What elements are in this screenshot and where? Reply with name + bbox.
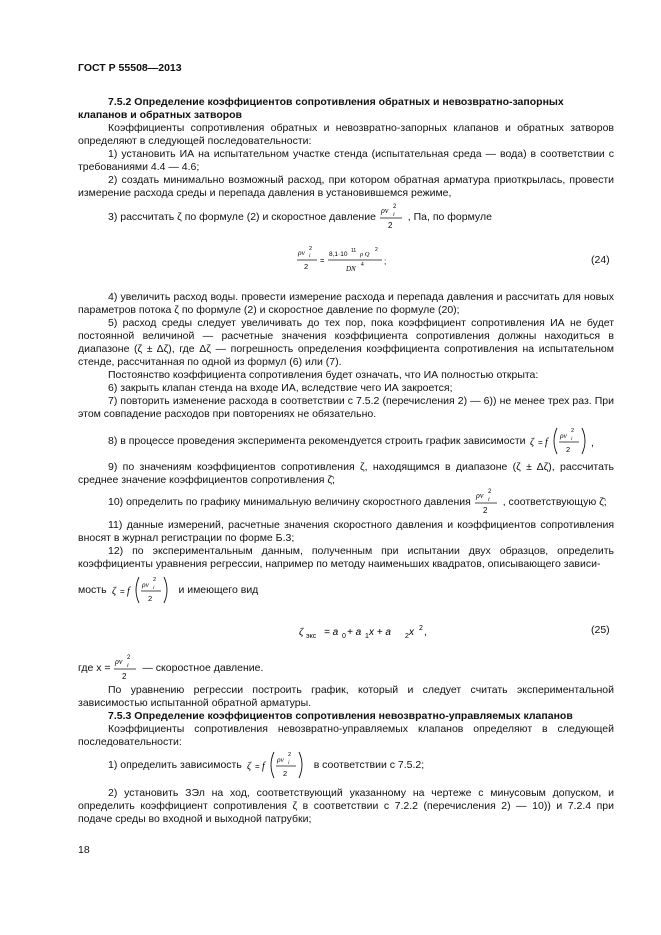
svg-text:i: i bbox=[571, 436, 573, 442]
svg-text:ζ: ζ bbox=[299, 627, 304, 638]
svg-text:2: 2 bbox=[392, 204, 397, 210]
svg-text:ρv: ρv bbox=[475, 491, 484, 500]
step-8 bbox=[108, 424, 604, 458]
svg-text:i: i bbox=[127, 663, 130, 669]
equation-25 bbox=[297, 622, 437, 646]
svg-text:i: i bbox=[287, 760, 290, 766]
svg-text:2: 2 bbox=[152, 577, 156, 583]
step-753-2: 2) установить ЗЭл на ход, соответствующий указанному на чертеже с минусовым допуском, и определить коэффициент сопротивления ζ в соответствии с 7.2.2 (перечисления 2) — 10)) и 7.2.4 при подаче среды во входной и выходной патрубки; bbox=[78, 787, 614, 825]
svg-text:2: 2 bbox=[566, 445, 571, 454]
svg-text:;: ; bbox=[384, 257, 387, 266]
svg-text:2: 2 bbox=[487, 489, 492, 495]
svg-text:=: = bbox=[538, 438, 544, 447]
velocity-pressure-fraction-x bbox=[113, 653, 139, 683]
where-x-text: где x = bbox=[78, 661, 111, 674]
svg-text:ρv: ρv bbox=[115, 657, 123, 666]
svg-text:,: , bbox=[591, 438, 595, 449]
step-12-word: мость bbox=[78, 583, 107, 596]
svg-text:i: i bbox=[152, 585, 155, 591]
svg-text:=: = bbox=[320, 256, 325, 265]
svg-text:i: i bbox=[487, 497, 490, 503]
svg-text:2: 2 bbox=[375, 247, 378, 253]
section-heading-7-5-2: 7.5.2 Определение коэффициентов сопротивления обратных и невозвратно-запорных bbox=[108, 96, 564, 108]
equation-24 bbox=[296, 243, 406, 281]
step-4: 4) увеличить расход воды. провести измерение расхода и перепада давления и рассчитать для новых параметров потока ζ по формуле (2) и скоростное давление по формуле (20); bbox=[78, 291, 614, 316]
paragraph-intro: Коэффициенты сопротивления обратных и невозвратно-запорных клапанов и обратных затворов определяют в следующей последовательности: bbox=[78, 122, 614, 147]
svg-text:2: 2 bbox=[304, 262, 309, 271]
step-8-text: 8) в процессе проведения эксперимента рекомендуется строить график зависимости bbox=[108, 434, 526, 447]
step-753-1-end: в соответствии с 7.5.2; bbox=[313, 758, 425, 771]
paragraph-7-5-3-intro: Коэффициенты сопротивления невозвратно-управляемых клапанов определяют в следующей последовательности: bbox=[78, 723, 614, 748]
svg-text:2: 2 bbox=[309, 246, 313, 252]
svg-text:2: 2 bbox=[387, 221, 393, 230]
svg-text:2: 2 bbox=[419, 625, 423, 632]
svg-text:ρv: ρv bbox=[141, 580, 149, 589]
velocity-pressure-fraction-10 bbox=[474, 487, 500, 517]
velocity-pressure-fraction bbox=[379, 202, 405, 232]
svg-text:= a: = a bbox=[324, 627, 339, 638]
paragraph-constancy: Постоянство коэффициента сопротивления будет означать, что ИА полностью открыта: bbox=[108, 369, 539, 381]
where-x-end: — скоростное давление. bbox=[142, 661, 264, 674]
svg-text:x + a: x + a bbox=[369, 627, 391, 638]
step-6: 6) закрыть клапан стенда на входе ИА, вследствие чего ИА закроется; bbox=[108, 382, 453, 394]
step-12: 12) по экспериментальным данным, полученным при испытании двух образцов, определить коэффициенты уравнения регрессии, например по методу наименьших квадратов, описывающего зависи- bbox=[78, 545, 614, 570]
step-3 bbox=[108, 202, 492, 232]
svg-text:ρv: ρv bbox=[298, 248, 305, 257]
equation-25-number: (25) bbox=[591, 624, 610, 636]
svg-text:=: = bbox=[119, 587, 125, 596]
svg-text:2: 2 bbox=[282, 769, 287, 778]
zeta-function-formula-753 bbox=[245, 748, 311, 782]
step-5: 5) расход среды следует увеличивать до тех пор, пока коэффициент сопротивления ИА не будет постоянной величиной — расчетные значения коэффициента сопротивления должны находиться в диапазоне (ζ ± Δζ), где Δζ — погрешность определения коэффициента сопротивления на испытательном стенде, рассчитанная по одной из формул (6) или (7). bbox=[78, 317, 614, 368]
svg-text:2: 2 bbox=[147, 594, 152, 603]
svg-text:f: f bbox=[261, 761, 265, 772]
svg-text:f: f bbox=[126, 586, 130, 597]
svg-text:ζ: ζ bbox=[111, 586, 116, 597]
svg-text:8,1·10: 8,1·10 bbox=[329, 251, 348, 258]
svg-text:0: 0 bbox=[342, 633, 346, 640]
document-header: ГОСТ Р 55508—2013 bbox=[78, 62, 182, 74]
equation-24-number: (24) bbox=[591, 254, 610, 266]
step-3-text-end: , Па, по формуле bbox=[407, 210, 492, 223]
equation-24-svg bbox=[296, 243, 406, 277]
svg-text:+ a: + a bbox=[347, 627, 362, 638]
svg-text:ρv: ρv bbox=[560, 431, 568, 440]
svg-text:экс: экс bbox=[306, 633, 317, 640]
svg-text:2: 2 bbox=[482, 506, 488, 515]
svg-text:ρv: ρv bbox=[276, 755, 284, 764]
step-10-text-end: , соответствующую ζ̄; bbox=[502, 495, 607, 508]
svg-text:2: 2 bbox=[122, 672, 127, 681]
step-9: 9) по значениям коэффициентов сопротивления ζ, находящимся в диапазоне (ζ ± Δζ), рассчитать среднее значение коэффициентов сопротивления ζ̄; bbox=[78, 461, 614, 486]
step-7: 7) повторить изменение расхода в соответствии с 7.5.2 (перечисления 2) — 6)) не менее трех раз. При этом совпадение расходов при повторениях не обязательно. bbox=[78, 395, 614, 420]
page-number: 18 bbox=[78, 844, 90, 856]
step-11: 11) данные измерений, расчетные значения скоростного давления и коэффициентов сопротивления вносят в журнал регистрации по форме Б.3; bbox=[78, 519, 614, 544]
step-753-1-text: 1) определить зависимость bbox=[108, 758, 242, 771]
svg-text:4: 4 bbox=[361, 262, 364, 268]
svg-text:ρ Q: ρ Q bbox=[360, 251, 370, 258]
svg-text:f: f bbox=[545, 437, 549, 448]
where-x-line bbox=[78, 653, 263, 683]
svg-text:x: x bbox=[409, 627, 414, 638]
step-12-end: и имеющего вид bbox=[178, 583, 259, 596]
zeta-function-formula bbox=[528, 424, 604, 458]
svg-text:i: i bbox=[309, 253, 311, 259]
step-1: 1) установить ИА на испытательном участке стенда (испытательная среда — вода) в соответствии с требованиями 4.4 — 4.6; bbox=[78, 148, 614, 173]
svg-text:2: 2 bbox=[405, 633, 409, 640]
svg-text:ζ: ζ bbox=[246, 761, 251, 772]
step-753-1 bbox=[108, 748, 424, 782]
svg-text:DN: DN bbox=[346, 265, 356, 273]
step-12-formula-line bbox=[78, 573, 258, 607]
step-10 bbox=[108, 487, 607, 517]
svg-text:11: 11 bbox=[351, 248, 357, 254]
svg-text:2: 2 bbox=[571, 428, 575, 434]
svg-text:2: 2 bbox=[287, 752, 291, 758]
svg-text:ρv: ρv bbox=[380, 206, 389, 215]
svg-text:i: i bbox=[392, 212, 395, 218]
equation-25-svg bbox=[297, 622, 437, 642]
svg-text:2: 2 bbox=[127, 655, 131, 661]
zeta-function-formula-12 bbox=[110, 573, 176, 607]
svg-text:=: = bbox=[254, 762, 260, 771]
step-10-text: 10) определить по графику минимальную величину скоростного давления bbox=[108, 495, 471, 508]
step-3-text: 3) рассчитать ζ по формуле (2) и скоростное давление bbox=[108, 210, 376, 223]
paragraph-regression: По уравнению регрессии построить график, который и следует считать экспериментальной зависимостью испытанной обратной арматуры. bbox=[78, 684, 614, 709]
svg-text:ζ: ζ bbox=[530, 437, 535, 448]
svg-text:1: 1 bbox=[365, 633, 369, 640]
step-2: 2) создать минимально возможный расход, при котором обратная арматура приоткрылась, провести измерение расхода среды и перепада давления в установившемся режиме, bbox=[78, 174, 614, 199]
svg-text:,: , bbox=[424, 627, 427, 638]
section-heading-7-5-2-cont: клапанов и обратных затворов bbox=[78, 109, 243, 121]
section-heading-7-5-3: 7.5.3 Определение коэффициентов сопротивления невозвратно-управляемых клапанов bbox=[108, 710, 573, 722]
